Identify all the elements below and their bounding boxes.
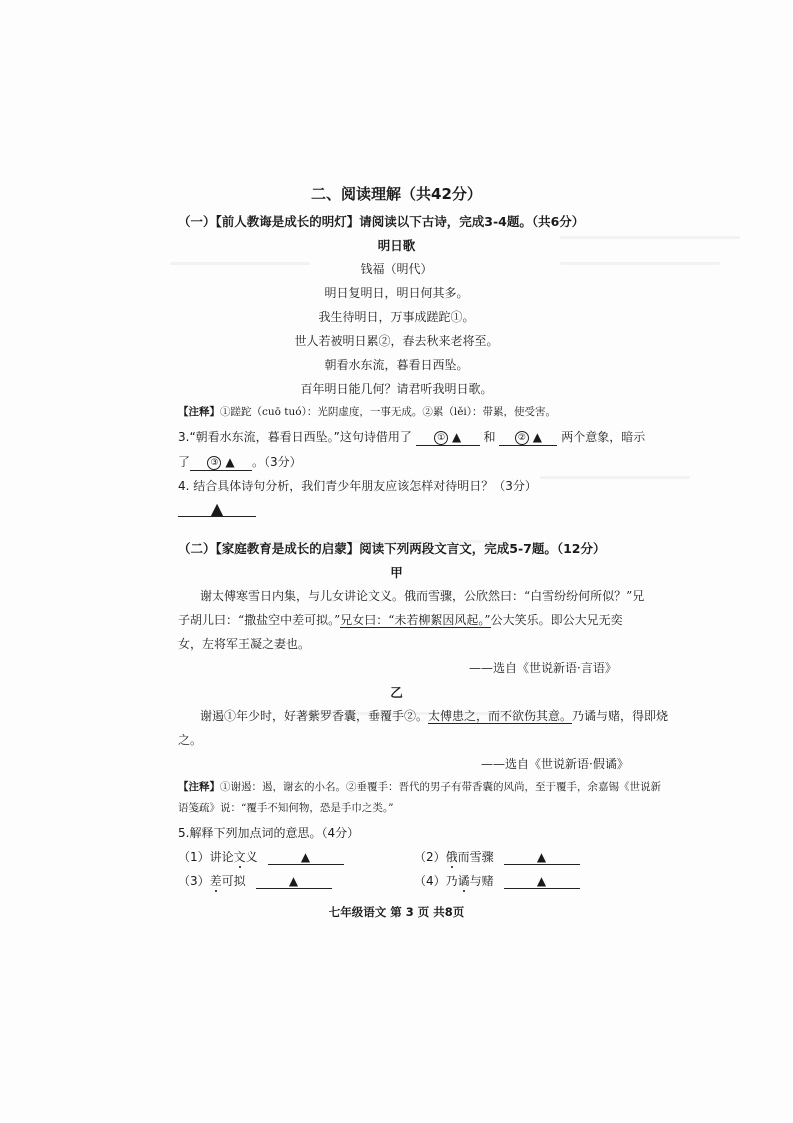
- passage-jia-source: ——选自《世说新语·言语》: [469, 661, 617, 675]
- q4-answer-blank[interactable]: [178, 499, 256, 518]
- passage-note-cont: 语笺疏》说：“覆手不知何物，恐是手巾之类。”: [178, 802, 394, 814]
- q3-answer-blank-3[interactable]: [190, 455, 252, 471]
- q5-item-1: [178, 848, 344, 865]
- q5-answer-blank-3[interactable]: [256, 874, 332, 889]
- passage-note: [178, 779, 661, 794]
- yi-underlined-text: 太傅患之，而不欲伤其意。: [428, 709, 573, 723]
- q3-points: 。（3分）: [252, 455, 302, 469]
- q3-text: 3.“朝看水东流，暮看日西坠。”这句诗借用了: [178, 430, 412, 444]
- passage-jia-line: 女，左将军王凝之妻也。: [178, 637, 311, 651]
- q5-item-text: 义: [245, 850, 258, 864]
- q5-item-2: [414, 848, 580, 865]
- poem-title: 明日歌: [377, 238, 416, 253]
- q5-item-4: [414, 872, 580, 889]
- passage-jia-line: [178, 611, 623, 628]
- q5-item-text: 而雪骤: [457, 850, 494, 864]
- yi-text: 谢遏①年少时，好著紫罗香囊，垂覆手②。: [200, 709, 429, 723]
- q5-answer-blank-1[interactable]: [268, 850, 344, 865]
- q5-item-number: （2）: [414, 850, 446, 864]
- blank-number: ③: [207, 456, 221, 470]
- note-label: 【注释】: [178, 406, 220, 418]
- answer-marker: ▲: [210, 499, 224, 518]
- bleed-through-mark: [540, 476, 690, 479]
- answer-marker: ▲: [536, 874, 547, 888]
- q5-answer-blank-4[interactable]: [504, 874, 580, 889]
- passage-jia-title: 甲: [390, 565, 403, 580]
- q3-answer-blank-2[interactable]: [499, 430, 557, 446]
- poem-line: 我生待明日，万事成蹉跎①。: [318, 310, 475, 324]
- question-3-cont: [178, 453, 302, 471]
- jia-underlined-text: 兄女曰：“未若柳絮因风起。”: [340, 613, 491, 627]
- part2-heading: （二）【家庭教育是成长的启蒙】阅读下列两段文言文，完成5-7题。（12分）: [178, 541, 606, 556]
- q5-item-3: [178, 872, 332, 889]
- passage-jia-line: 谢太傅寒雪日内集，与儿女讲论文义。俄而雪骤，公欣然曰：“白雪纷纷何所似？”兄: [200, 589, 645, 603]
- passage-yi-title: 乙: [390, 685, 403, 700]
- note-text: ①谢遏：遏，谢玄的小名。②垂覆手：晋代的男子有带香囊的风尚，至于覆手，余嘉锡《世说新: [220, 781, 661, 793]
- answer-marker: ▲: [288, 874, 299, 888]
- blank-number: ①: [434, 431, 448, 445]
- answer-marker: ▲: [532, 430, 542, 444]
- q5-dotted-word: 谲: [457, 874, 470, 888]
- q5-answer-blank-2[interactable]: [504, 850, 580, 865]
- answer-marker: ▲: [300, 850, 311, 864]
- q3-text: 了: [178, 455, 191, 469]
- question-4: 4. 结合具体诗句分析，我们青少年朋友应该怎样对待明日？（3分）: [178, 479, 537, 493]
- q3-and: 和: [483, 430, 496, 444]
- q5-item-text: 乃: [445, 874, 458, 888]
- question-5: 5.解释下列加点词的意思。（4分）: [178, 826, 360, 840]
- passage-yi-line: [200, 707, 668, 724]
- section-title: 二、阅读理解（共42分）: [311, 185, 482, 203]
- page-footer: 七年级语文 第 3 页 共8页: [328, 905, 465, 919]
- q3-answer-blank-1[interactable]: [416, 430, 480, 446]
- yi-text: 乃谲与赌，得即烧: [572, 709, 669, 723]
- q5-item-text: 讲论: [209, 850, 234, 864]
- poem-line: 明日复明日，明日何其多。: [324, 286, 469, 300]
- q3-text: 两个意象，暗示: [561, 430, 646, 444]
- answer-marker: ▲: [452, 430, 462, 444]
- q5-dotted-word: 差: [209, 874, 222, 888]
- jia-text: 子胡儿曰：“撒盐空中差可拟。”: [178, 613, 341, 627]
- passage-yi-source: ——选自《世说新语·假谲》: [481, 757, 629, 771]
- note-text: ①蹉跎（cuō tuó）：光阴虚度，一事无成。②累（lěi）：带累，使受害。: [220, 406, 557, 418]
- poem-line: 世人若被明日累②，春去秋来老将至。: [294, 334, 499, 348]
- q5-item-number: （4）: [414, 874, 446, 888]
- answer-marker: ▲: [536, 850, 547, 864]
- q5-item-text: 可拟: [221, 874, 246, 888]
- poem-line: 朝看水东流，暮看日西坠。: [324, 358, 469, 372]
- passage-yi-line: 之。: [178, 733, 203, 747]
- poem-note: [178, 404, 556, 419]
- poem-author: 钱福（明代）: [360, 262, 433, 276]
- q5-dotted-word: 俄: [445, 850, 458, 864]
- blank-number: ②: [515, 431, 529, 445]
- q5-item-number: （1）: [178, 850, 210, 864]
- q5-item-text: 与赌: [469, 874, 494, 888]
- q5-item-number: （3）: [178, 874, 210, 888]
- jia-text: 公大笑乐。即公大兄无奕: [490, 613, 623, 627]
- note-label: 【注释】: [178, 781, 220, 793]
- question-3: [178, 428, 645, 446]
- poem-line: 百年明日能几何？请君听我明日歌。: [300, 382, 493, 396]
- answer-line: [178, 499, 256, 518]
- part1-heading: （一）【前人教诲是成长的明灯】请阅读以下古诗，完成3-4题。（共6分）: [178, 214, 585, 229]
- q5-dotted-word: 文: [233, 850, 246, 864]
- answer-marker: ▲: [225, 455, 235, 469]
